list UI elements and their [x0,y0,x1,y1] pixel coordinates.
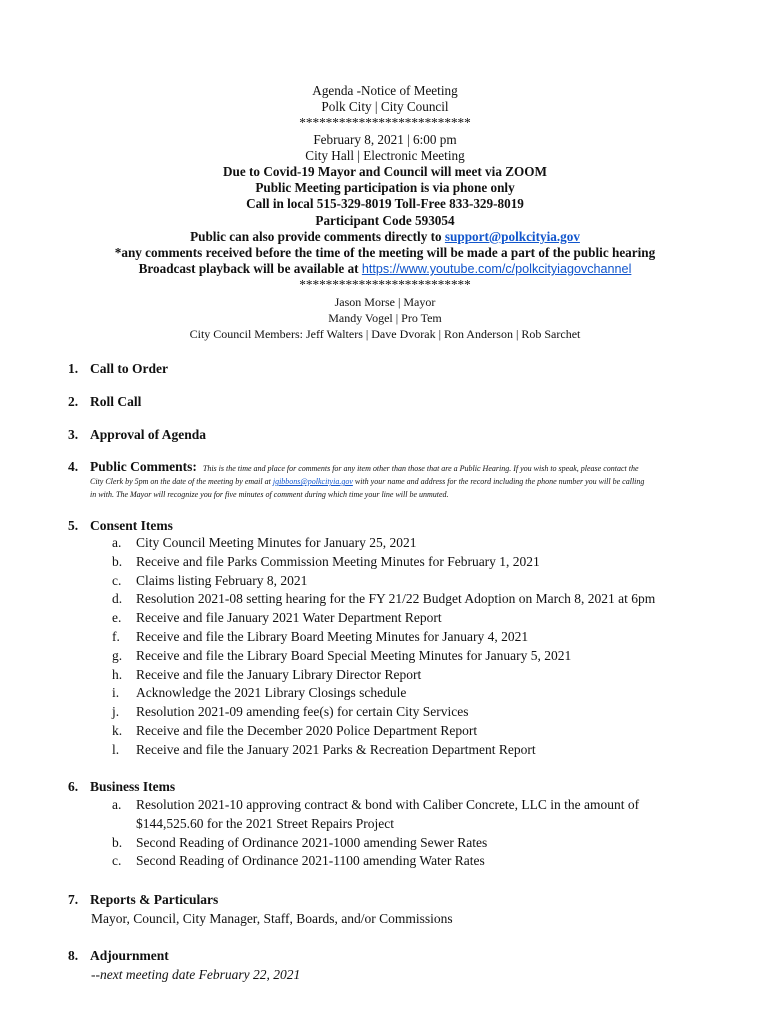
list-item [112,666,655,685]
item-text: City Council Meeting Minutes for January 25, 2021 [136,535,417,550]
item-number: 7. [68,892,79,907]
agenda-item-approval [68,427,206,443]
list-item [112,741,655,760]
broadcast-notice [0,261,770,277]
pro-tem-line: Mandy Vogel | Pro Tem [328,310,442,325]
item-text: Resolution 2021-09 amending fee(s) for certain City Services [136,704,469,720]
meeting-location: City Hall | Electronic Meeting [305,147,465,163]
public-hearing-notice: *any comments received before the time of the meeting will be made a part of the public hearing [114,245,656,261]
star-divider-top: ************************** [299,115,471,131]
item-title: Call to Order [90,361,168,376]
next-meeting-date: --next meeting date February 22, 2021 [91,967,301,982]
business-list [112,796,639,871]
agenda-item-public-comments [68,459,728,501]
item-text: Second Reading of Ordinance 2021-1000 amending Sewer Rates [136,834,488,850]
item-letter: c. [112,572,122,588]
meeting-date: February 8, 2021 | 6:00 pm [313,131,457,147]
consent-list [112,534,655,760]
list-item [112,722,655,741]
item-letter: d. [112,591,123,607]
item-text: Resolution 2021-08 setting hearing for the FY 21/22 Budget Adoption on March 8, 2021 at 6pm [136,591,656,607]
participant-code: Participant Code 593054 [315,212,455,228]
note-text: City Clerk by 5pm on the date of the meeting by email at [90,477,273,486]
public-comments-note-line-3: in with. The Mayor will recognize you for five minutes of comment during which time your line will be unmuted. [90,490,449,499]
item-title: Roll Call [90,394,142,409]
list-item [112,703,655,722]
list-item [112,852,639,871]
item-letter: h. [112,666,123,682]
item-text: Resolution 2021-10 approving contract & bond with Caliber Concrete, LLC in the amount of [136,797,640,812]
broadcast-prefix: Broadcast playback will be available at [138,261,362,277]
item-letter: a. [112,797,122,812]
item-title: Public Comments: [90,459,197,474]
item-letter: i. [112,685,120,701]
youtube-channel-link[interactable]: https://www.youtube.com/c/polkcityiagovchannel [361,262,632,277]
item-text: Receive and file the Library Board Meeting Minutes for January 4, 2021 [136,628,529,644]
item-number: 1. [68,361,79,376]
note-text: with your name and address for the record including the phone number you will be calling [352,477,645,486]
agenda-header [0,83,770,342]
support-email-link[interactable]: support@polkcityia.gov [444,228,580,244]
mayor-line: Jason Morse | Mayor [334,294,436,309]
list-item [112,834,639,853]
item-number: 5. [68,518,79,533]
item-letter: k. [112,722,123,738]
list-item [112,796,639,815]
governing-body: Polk City | City Council [321,99,449,115]
item-letter: l. [112,741,120,757]
call-in-numbers: Call in local 515-329-8019 Toll-Free 833-329-8019 [246,196,524,212]
item-title: Reports & Particulars [90,892,219,907]
item-text: Receive and file January 2021 Water Department Report [136,610,442,626]
public-comments-note-line-2 [90,475,728,488]
item-text: Receive and file the January Library Director Report [136,666,422,682]
list-item [112,572,655,591]
public-comments-prefix: Public can also provide comments directly to [190,228,445,244]
reports-detail: Mayor, Council, City Manager, Staff, Boards, and/or Commissions [91,911,453,926]
item-text: Receive and file Parks Commission Meeting Minutes for February 1, 2021 [136,553,540,569]
item-text: Second Reading of Ordinance 2021-1100 amending Water Rates [136,853,485,869]
list-item [112,647,655,666]
item-number: 6. [68,779,79,794]
list-item [112,534,655,553]
item-letter: e. [112,610,122,626]
agenda-item-call-to-order [68,361,168,377]
list-item-continuation: $144,525.60 for the 2021 Street Repairs Project [136,815,394,831]
list-item [112,609,655,628]
item-text: Claims listing February 8, 2021 [136,572,308,588]
item-letter: a. [112,535,122,550]
item-text: Acknowledge the 2021 Library Closings schedule [136,685,407,701]
item-letter: j. [112,704,120,720]
agenda-title: Agenda -Notice of Meeting [312,83,458,98]
item-number: 4. [68,459,79,474]
item-letter: g. [112,647,123,663]
agenda-item-consent [68,518,173,534]
council-members-line: City Council Members: Jeff Walters | Dave Dvorak | Ron Anderson | Rob Sarchet [189,326,581,341]
item-title: Consent Items [90,518,173,533]
list-item [112,684,655,703]
participation-notice: Public Meeting participation is via phone only [255,180,515,196]
item-title: Approval of Agenda [90,427,207,442]
public-comments-notice [0,229,770,245]
agenda-item-reports [68,892,218,908]
item-number: 8. [68,948,79,963]
covid-notice: Due to Covid-19 Mayor and Council will meet via ZOOM [223,164,547,180]
item-text: Receive and file the December 2020 Police Department Report [136,722,478,738]
list-item [112,590,655,609]
item-number: 2. [68,394,79,409]
public-comments-note-line-1: This is the time and place for comments for any item other than those that are a Public Hearing. If you wish to speak, please contact the [202,464,639,473]
item-letter: b. [112,834,123,850]
agenda-item-adjournment [68,948,169,964]
item-letter: f. [112,628,120,644]
list-item [112,553,655,572]
agenda-item-roll-call [68,394,141,410]
item-text: Receive and file the January 2021 Parks & Recreation Department Report [136,741,536,757]
item-text: Receive and file the Library Board Special Meeting Minutes for January 5, 2021 [136,647,572,663]
item-letter: b. [112,553,123,569]
list-item [112,628,655,647]
clerk-email-link[interactable]: jgibbons@polkcityia.gov [272,477,353,486]
item-title: Adjournment [90,948,169,963]
item-letter: c. [112,853,122,869]
agenda-item-business [68,779,175,795]
star-divider-bottom: ************************** [299,277,471,293]
item-number: 3. [68,427,79,442]
item-title: Business Items [90,779,176,794]
